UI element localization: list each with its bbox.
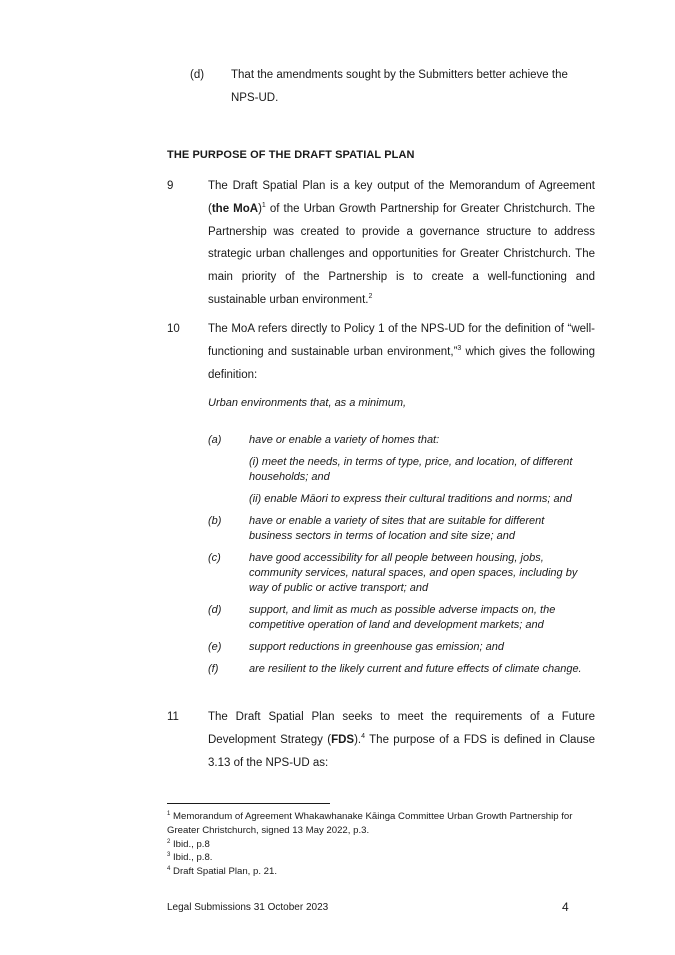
para-11-number: 11 (167, 711, 179, 723)
quote-label-f: (f) (208, 663, 219, 675)
page-number: 4 (562, 900, 569, 914)
footnote-ref-1: 1 (261, 201, 266, 209)
quote-label-d: (d) (208, 604, 222, 616)
quote-item-d: support, and limit as much as possible adverse impacts on, the competitive operation of land and development markets; and (249, 604, 556, 631)
footnote-4: $^4$ Draft Spatial Plan, p. 21. (167, 866, 277, 878)
quote-item-b: have or enable a variety of sites that are suitable for different business sectors in terms of location and site size; and (249, 515, 545, 542)
quote-item-a: have or enable a variety of homes that: (249, 434, 440, 446)
quote-item-f: are resilient to the likely current and future effects of climate change. (249, 663, 582, 675)
quote-subitem-ii: (ii) enable Māori to express their cultural traditions and norms; and (249, 493, 572, 505)
para-10-number: 10 (167, 323, 180, 335)
para-11-text: The Draft Spatial Plan seeks to meet the requirements of a Future Development Strategy (FDS).$^4$ The purpose of a FDS is defined in Clause 3.13 of the NPS-UD as: (208, 711, 595, 769)
quote-label-e: (e) (208, 641, 222, 653)
footnote-2: $^2$ Ibid., p.8 (167, 838, 210, 850)
footnote-ref-4: 4 (361, 732, 366, 740)
para-10-text: The MoA refers directly to Policy 1 of the NPS-UD for the definition of “well-functioning and sustainable urban environment,”$^3$ which gives the following definition: (208, 323, 596, 381)
footnote-ref-2: 2 (368, 293, 373, 301)
item-d-text: That the amendments sought by the Submitters better achieve the NPS-UD. (231, 69, 568, 104)
footnote-3: $^3$ Ibid., p.8. (167, 852, 213, 864)
footnote-ref-3: 3 (457, 344, 462, 352)
quote-label-a: (a) (208, 434, 222, 446)
footnotes (167, 810, 587, 879)
defined-term-fds: FDS (331, 733, 355, 746)
quote-label-b: (b) (208, 515, 222, 527)
quote-intro: Urban environments that, as a minimum, (208, 397, 407, 409)
footnote-separator (167, 803, 330, 804)
item-d-label: (d) (190, 69, 205, 81)
quote-item-e: support reductions in greenhouse gas emission; and (249, 641, 504, 653)
quote-label-c: (c) (208, 552, 221, 564)
quote-item-c: have good accessibility for all people between housing, jobs, community services, natural spaces, and open spaces, including by way of public or active transport; and (249, 552, 578, 594)
defined-term-moa: the MoA (211, 202, 259, 215)
footnote-1: $^1$ Memorandum of Agreement Whakawhanake Kāinga Committee Urban Growth Partnership for Greater Christchurch, signed 13 May 2022, p.3. (167, 810, 573, 836)
para-9-text: The Draft Spatial Plan is a key output of the Memorandum of Agreement (the MoA)$^1$ of the Urban Growth Partnership for Greater Christchurch. The Partnership was created to provide a governance structure to address strategic urban challenges and opportunities for Greater Christchurch. The main priority of the Partnership is to create a well-functioning and sustainable urban environment.$^2$ (208, 180, 595, 306)
footer-text: Legal Submissions 31 October 2023 (167, 902, 329, 913)
quote-subitem-i: (i) meet the needs, in terms of type, price, and location, of different households; and (249, 456, 573, 483)
para-9-number: 9 (167, 180, 174, 192)
section-heading: THE PURPOSE OF THE DRAFT SPATIAL PLAN (167, 149, 415, 161)
